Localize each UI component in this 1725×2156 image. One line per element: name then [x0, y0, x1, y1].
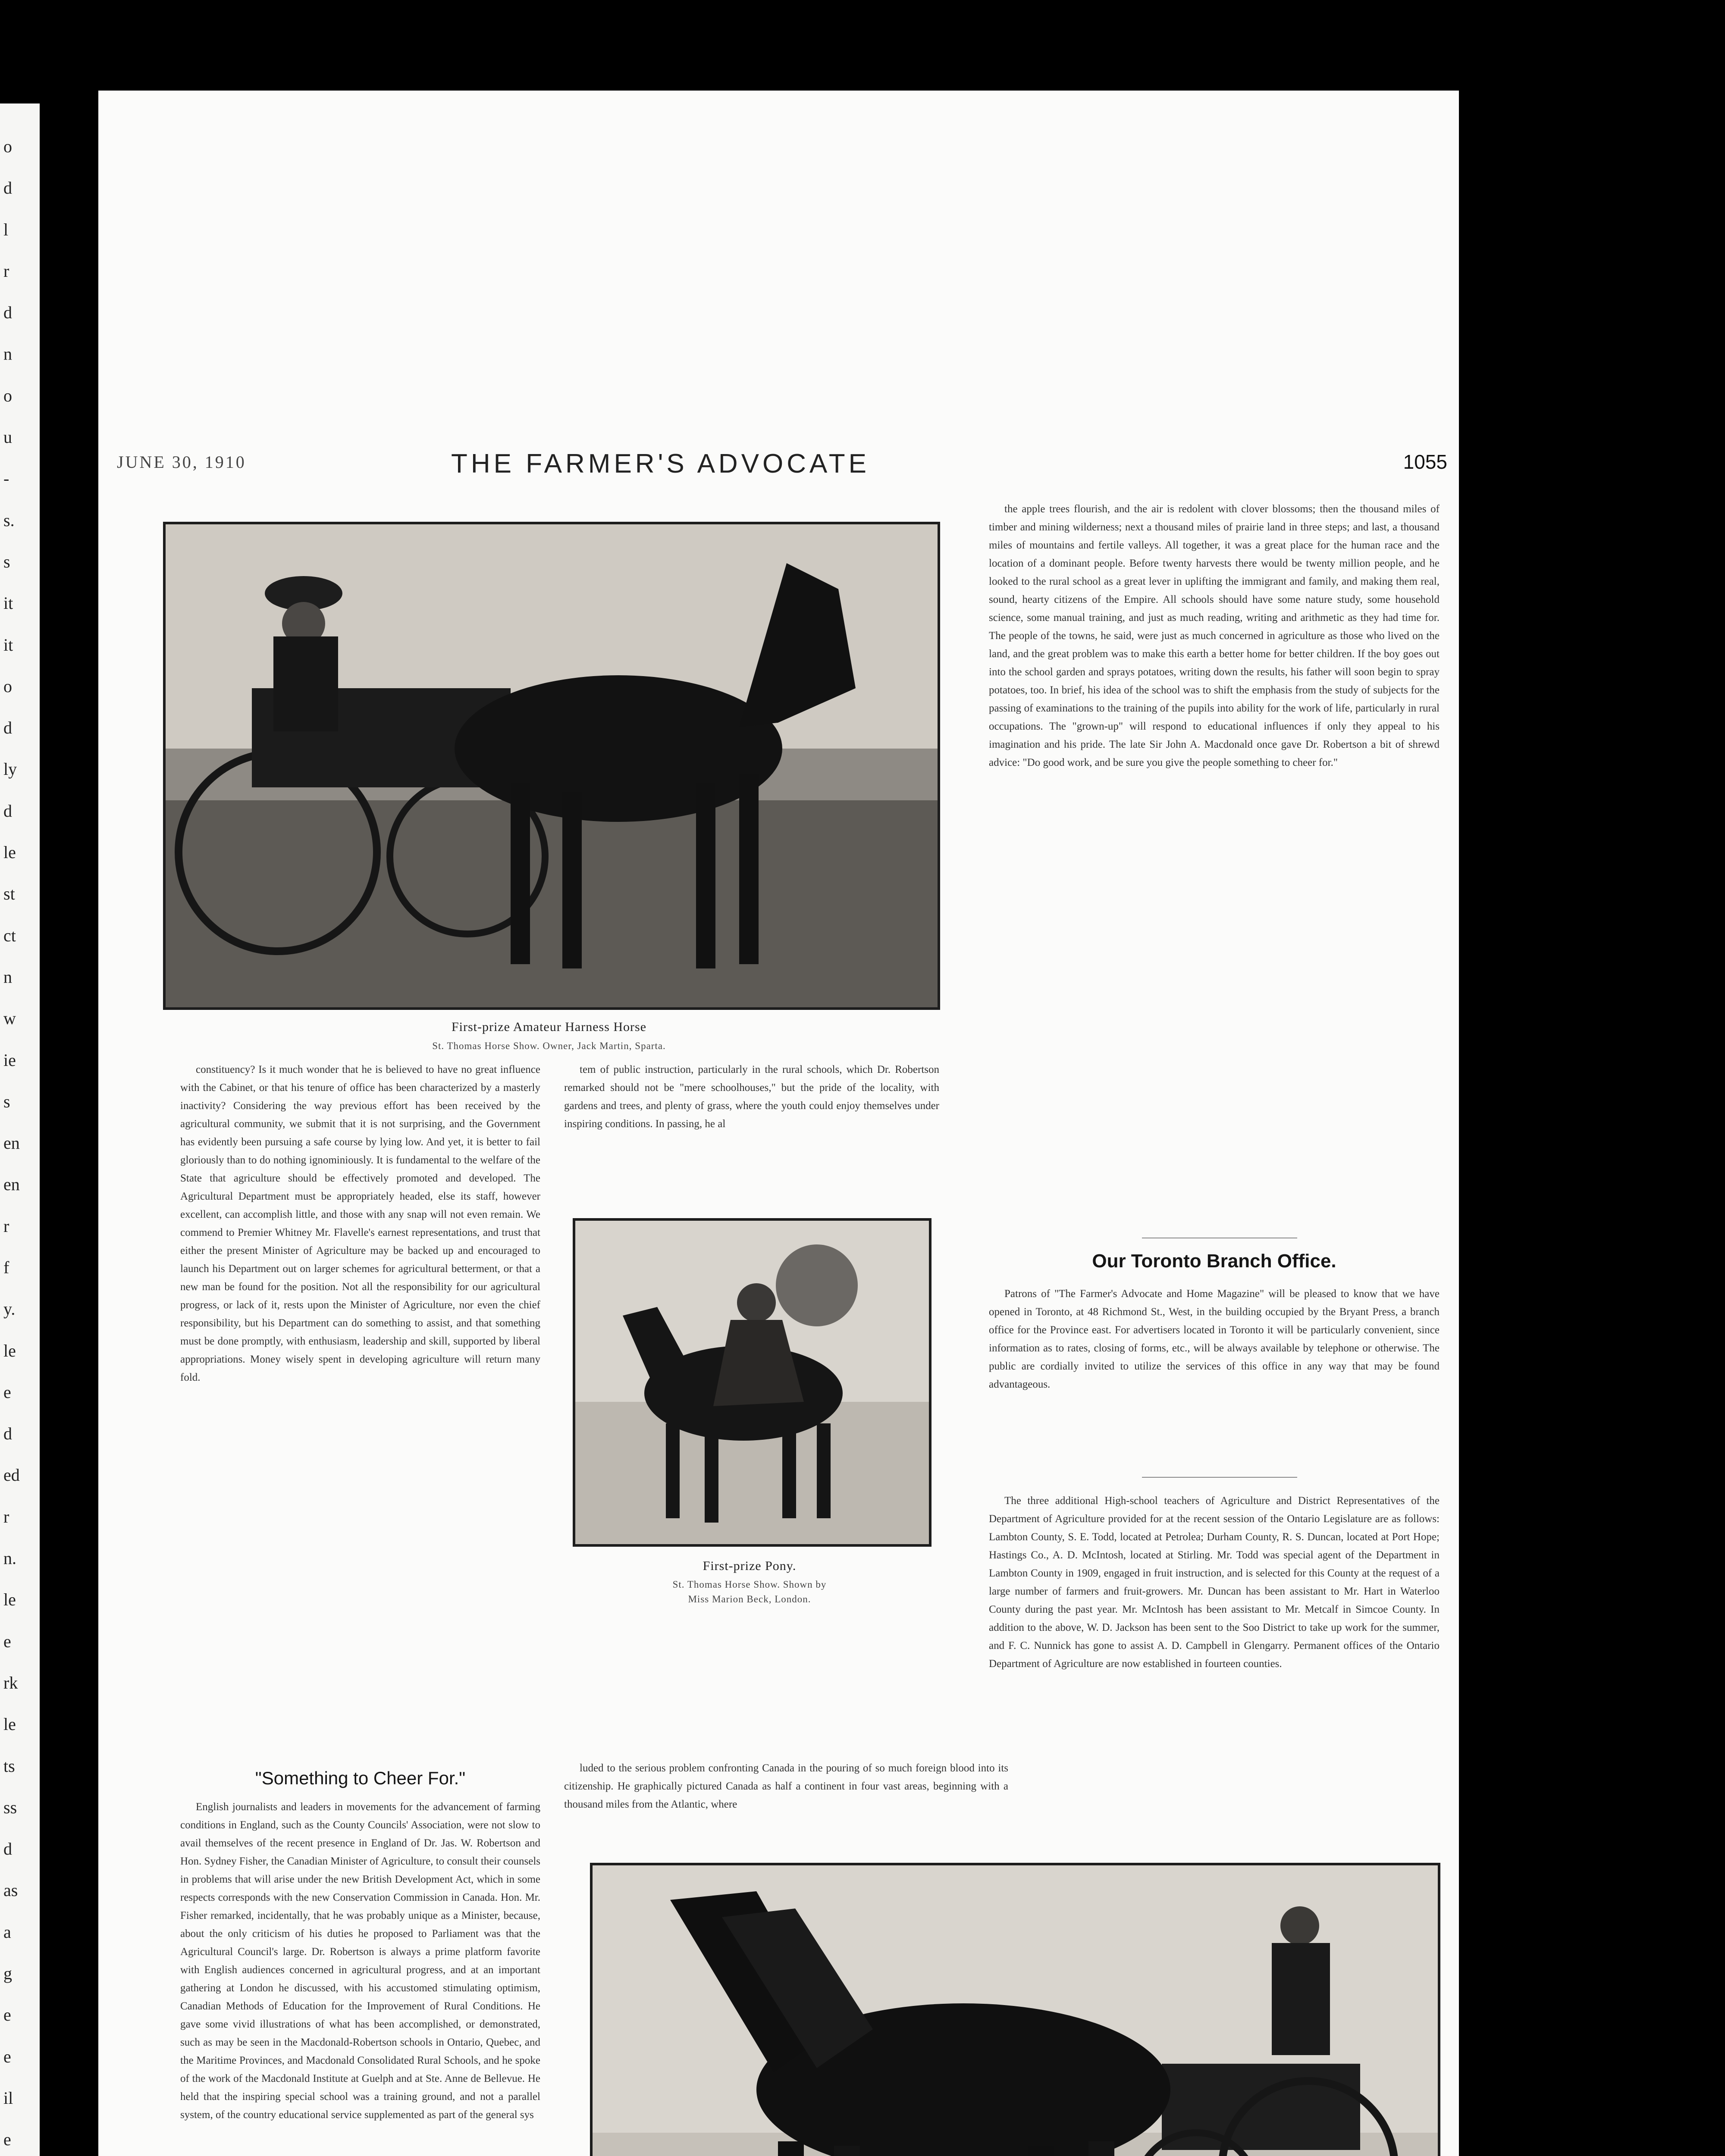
cheer-article-heading: "Something to Cheer For.": [255, 1768, 466, 1788]
left-page-fragment: o: [3, 677, 12, 696]
left-page-fragment: it: [3, 635, 13, 655]
left-page-fragment: ly: [3, 759, 17, 779]
editorial-continued: [180, 1061, 540, 1742]
left-page-fragment: d: [3, 178, 12, 197]
left-page-fragment: il: [3, 2088, 13, 2108]
left-page-fragment: f: [3, 1258, 9, 1277]
page-header: [110, 448, 1447, 479]
left-page-fragment: e: [3, 1382, 11, 1402]
pony-caption: First-prize Pony.: [703, 1559, 797, 1573]
pony-photo: [573, 1218, 932, 1547]
left-page-fragment: e: [3, 1632, 11, 1651]
rural-school-article-start: [564, 1061, 939, 1190]
left-page-fragment: it: [3, 593, 13, 613]
left-page-fragment: u: [3, 427, 12, 447]
left-page-fragment: le: [3, 843, 16, 862]
left-page-fragment: e: [3, 2130, 11, 2149]
left-page-fragment: ed: [3, 1465, 20, 1485]
newspaper-page: [98, 91, 1459, 2156]
paragraph-text: the apple trees flourish, and the air is redolent with clover blossoms; then the thousand miles of timber and mining wilderness; next a thousand miles of prairie land in three steps; and last, a thousand miles of mountains and fertile valleys. All together, it was a great place for the human race and the location of a dominant people. Before twenty harvests there would be twenty million people, and he looked to the rural school as a great lever in uplifting the immigrant and family, and making them real, sound, hearty citizens of the Empire. All schools should have some nature study, some household science, some manual training, and just as much reading, writing and arithmetic as they had time for. The people of the towns, he said, were just as much concerned in agriculture as those who lived on the land, and the great problem was to make this earth a better home for better children. If the boy goes out into the school garden and sprays potatoes, writing down the results, his father will soon begin to spray potatoes, too. In brief, his idea of the school was to shift the emphasis from the study of subjects for the passing of examinations to the training of the pupils into ability for the work of life, particularly in rural occupations. The "grown-up" will respond to educational influences if only they appeal to his imagination and his pride. The late Sir John A. Macdonald once gave Dr. Robertson a bit of shrewd advice: "Do good work, and be sure you give the people something to cheer for.": [989, 503, 1440, 768]
left-page-fragment: n: [3, 967, 12, 987]
left-page-fragment: d: [3, 303, 12, 322]
left-page-fragment: g: [3, 1964, 12, 1983]
left-page-fragment: ts: [3, 1756, 15, 1776]
left-page-fragment: s: [3, 552, 10, 571]
left-page-fragment: w: [3, 1009, 16, 1028]
left-page-fragment: -: [3, 469, 9, 488]
paragraph-text: luded to the serious problem confronting Canada in the pouring of so much foreign blood into its citizenship. He graphically pictured Canada as half a continent in four vast areas, beginning with a thousand miles from the Atlantic, where: [564, 1762, 1008, 1810]
page-number: 1055: [1403, 451, 1447, 473]
left-page-fragment: ss: [3, 1798, 17, 1817]
cheer-article-col2: [564, 1759, 1008, 1854]
left-page-fragment: r: [3, 1216, 9, 1236]
toronto-office-article: [989, 1285, 1440, 1466]
issue-date: JUNE 30, 1910: [117, 452, 246, 472]
pony-credit-line1: St. Thomas Horse Show. Shown by: [672, 1579, 827, 1590]
section-divider: [1142, 1477, 1297, 1478]
left-page-fragment: rk: [3, 1673, 18, 1692]
left-page-fragment: ct: [3, 926, 16, 945]
left-page-fragment: l: [3, 220, 9, 239]
new-teachers-article: [989, 1492, 1440, 1824]
left-page-fragment: d: [3, 1839, 12, 1858]
left-page-fragment: o: [3, 137, 12, 156]
harness-horse-caption: First-prize Amateur Harness Horse: [451, 1020, 647, 1034]
paragraph-text: constituency? Is it much wonder that he is believed to have no great influence with the Cabinet, or that his tenure of office has been characterized by a masterly inactivity? Considering the way previous effort has been received by the agricultural community, we submit that it is not surprising, and the Government has evidently been pursuing a safe course by lying low. And yet, it is better to fail gloriously than to do nothing ignominiously. It is fundamental to the welfare of the State that agriculture should be effectively promoted and developed. The Agricultural Department must be appropriately headed, else its staff, however excellent, can accomplish little, and those with any snap will not even remain. We commend to Premier Whitney Mr. Flavelle's earnest representations, and trust that either the present Minister of Agriculture may be backed up and encouraged to launch his Department out on larger schemes for agricultural betterment, or that a new man be found for the position. Not all the responsibility for our agricultural progress, or lack of it, rests upon the Minister of Agriculture, nor even the chief responsibility, but his Department can do something to assist, and that something must be done promptly, with enthusiasm, leadership and skill, supported by liberal appropriations. Money wisely spent in developing agriculture will return many fold.: [180, 1064, 540, 1383]
paragraph-text: The three additional High-school teachers of Agriculture and District Representatives of the Department of Agriculture provided for at the recent session of the Ontario Legislature are as follows: Lambton County, S. E. Todd, located at Petrolea; Durham County, R. S. Duncan, located at Port Hope; Hastings Co., A. D. McIntosh, located at Stirling. Mr. Todd was special agent of the Department in Lambton County in 1909, engaged in fruit instruction, and is selected for this County at the request of a large number of farmers and fruit-growers. Mr. Duncan has been assistant to Mr. Hart in Waterloo County during the past year. Mr. McIntosh has been assistant to Mr. Metcalf in Simcoe County. In addition to the above, W. D. Jackson has been sent to the Soo District to take up work for the summer, and F. C. Nunnick has gone to assist A. D. Campbell in Glengarry. Permanent offices of the Ontario Department of Agriculture are now established in fourteen counties.: [989, 1495, 1440, 1670]
publication-title: THE FARMER'S ADVOCATE: [451, 449, 870, 479]
left-page-fragment: d: [3, 1424, 12, 1443]
left-page-fragment: s.: [3, 511, 15, 530]
left-page-fragment: e: [3, 2047, 11, 2066]
pony-credit-line2: Miss Marion Beck, London.: [688, 1594, 811, 1604]
left-page-fragment: le: [3, 1714, 16, 1734]
left-page-fragment: st: [3, 884, 15, 903]
rural-school-article-continued: [989, 500, 1440, 1225]
left-page-fragment: r: [3, 261, 9, 281]
left-page-fragment: r: [3, 1507, 9, 1526]
paragraph-text: English journalists and leaders in movements for the advancement of farming conditions in England, such as the County Councils' Association, were not slow to avail themselves of the recent presence in England of Dr. Jas. W. Robertson and Hon. Sydney Fisher, the Canadian Minister of Agriculture, to consult their counsels in problems that will arise under the new British Development Act, which in some respects corresponds with the new Conservation Commission in Canada. Hon. Mr. Fisher remarked, incidentally, that he was probably unique as a Minister, because, about the only criticism of his duties he proposed to Parliament was that the Agricultural Council's large. Dr. Robertson is always a prime platform favorite with English audiences concerned in agricultural progress, and at an important gathering at London he discussed, with his accustomed stimulating optimism, Canadian Methods of Education for the Improvement of Rural Conditions. He gave some vivid illustrations of what has been accomplished, or demonstrated, such as may be seen in the Macdonald-Robertson schools in Ontario, Quebec, and the Maritime Provinces, and Macdonald Consolidated Rural Schools, and he spoke of the work of the Macdonald Institute at Guelph and at Ste. Anne de Bellevue. He held that the inspiring special school was a training ground, and not a parallel system, of the country educational service supplemented as part of the general sys: [180, 1801, 540, 2121]
left-page-fragment: d: [3, 801, 12, 821]
left-page-fragment: y.: [3, 1299, 16, 1319]
left-page-fragment: s: [3, 1092, 10, 1111]
left-facing-page: [0, 103, 40, 2156]
left-page-fragment: ie: [3, 1050, 16, 1070]
paragraph-text: tem of public instruction, particularly in the rural schools, which Dr. Robertson remarked should not be "mere schoolhouses," but the pride of the locality, with gardens and trees, and plenty of grass, where the youth could enjoy themselves under inspiring conditions. In passing, he al: [564, 1064, 939, 1130]
toronto-office-heading: Our Toronto Branch Office.: [1092, 1250, 1336, 1272]
left-page-fragment: le: [3, 1590, 16, 1609]
harness-horse-credit: St. Thomas Horse Show. Owner, Jack Martin, Sparta.: [432, 1040, 666, 1051]
left-page-fragment: o: [3, 386, 12, 405]
cheer-article-col1: [180, 1798, 540, 2156]
draft-team-photo: [590, 1863, 1440, 2156]
left-page-fragment: en: [3, 1133, 20, 1153]
harness-horse-photo: [163, 522, 940, 1010]
left-page-fragment: d: [3, 718, 12, 737]
left-page-fragment: a: [3, 1922, 11, 1942]
paragraph-text: Patrons of "The Farmer's Advocate and Home Magazine" will be pleased to know that we have opened in Toronto, at 48 Richmond St., West, in the building occupied by the Bryant Press, a branch office for the Province east. For advertisers located in Toronto it will be particularly convenient, since information as to rates, closing of forms, etc., will be always available by telephone or otherwise. The public are cordially invited to utilize the services of this office in any way that may be found advantageous.: [989, 1288, 1440, 1390]
left-page-fragment: as: [3, 1880, 18, 1900]
left-page-fragment: n: [3, 344, 12, 364]
left-page-fragment: le: [3, 1341, 16, 1360]
left-page-fragment: en: [3, 1175, 20, 1194]
left-page-fragment: n.: [3, 1548, 16, 1568]
left-page-fragment: e: [3, 2005, 11, 2024]
